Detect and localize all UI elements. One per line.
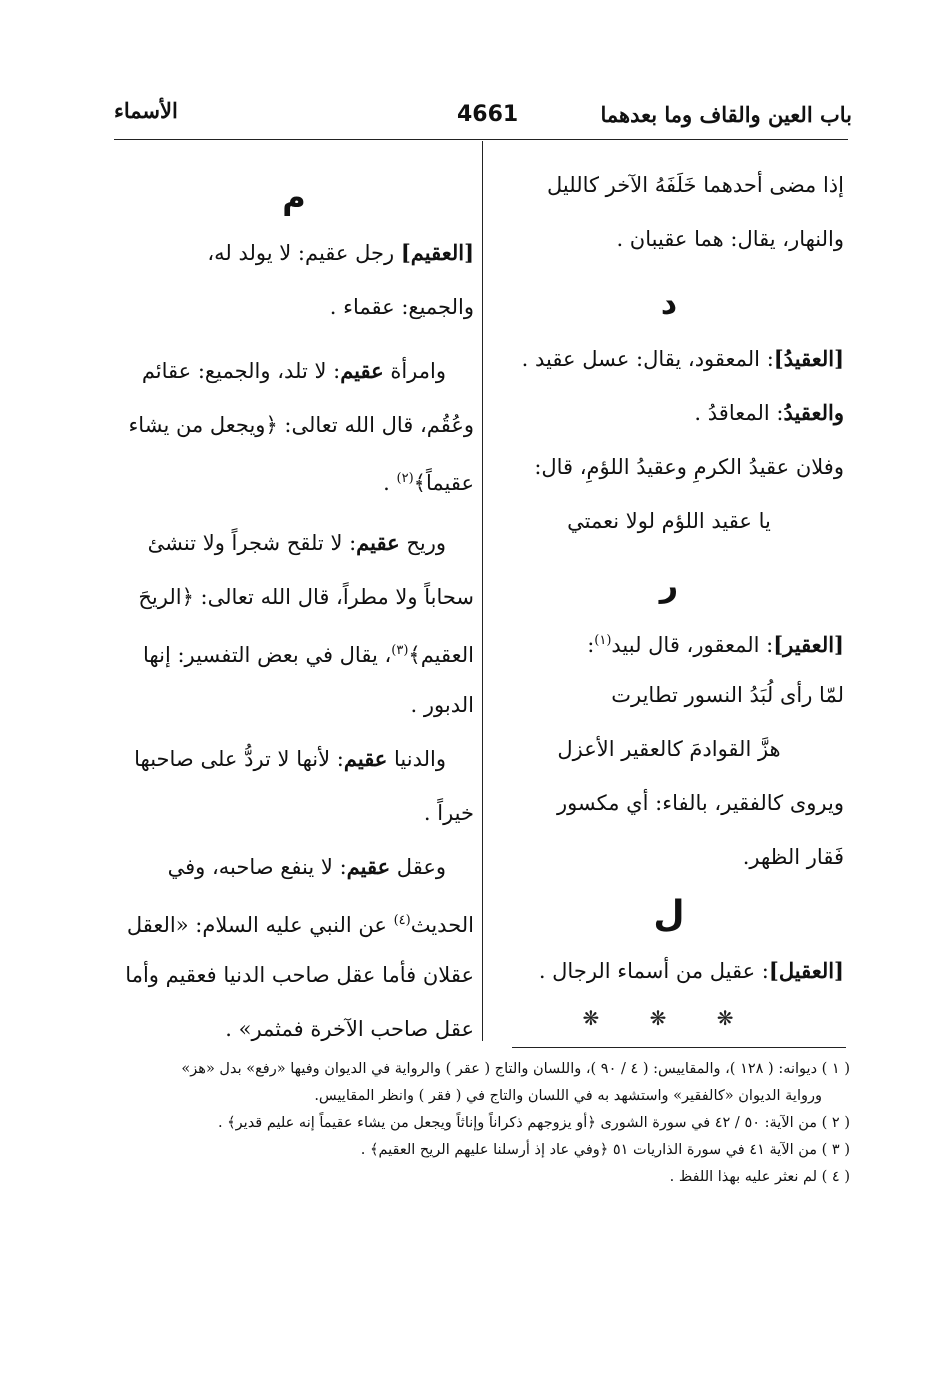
text-line: إذا مضى أحدهما خَلَفَهُ الآخر كالليل (547, 173, 844, 197)
right-column (494, 158, 844, 1038)
footnote-1: ( ١ ) ديوانه: ( ١٢٨ )، والمقاييس: ( ٤ / ٩٠ )، واللسان والتاج ( عقر ) والرواية في الديوان وفيها «رفع» بدل «هز» (181, 1061, 850, 1077)
section-letter-lam: ل (653, 894, 685, 935)
headword: [العقيدُ] (773, 346, 844, 371)
lead-text: وامرأة (383, 359, 446, 383)
running-header (112, 96, 852, 136)
text-line: وعُقُم، قال الله تعالى: ﴿ويجعل من يشاء (128, 413, 474, 437)
footnote-1-continued: ورواية الديوان «كالفقير» واستشهد به في اللسان والتاج في ( فقر ) وانظر المقاييس. (314, 1088, 822, 1104)
entry-line (114, 732, 474, 786)
headword: [العقير] (773, 632, 844, 657)
text-line: عقل صاحب الآخرة فمثمر» . (225, 1017, 474, 1041)
text-line: ويروى كالفقير، بالفاء: أي مكسور (556, 791, 844, 815)
footnote-ref: (١) (594, 633, 612, 648)
text-line: خيراً . (423, 801, 474, 825)
definition: : لا ينفع صاحبه، وفي (167, 855, 347, 879)
section-letter-ra: ر (659, 566, 679, 604)
text-line: الدبور . (410, 693, 474, 717)
definition: : عقيل من أسماء الرجال . (538, 959, 769, 983)
footnotes (112, 1056, 850, 1191)
entry-line (114, 226, 474, 280)
spacer (114, 334, 474, 344)
lead-text: وعقل (390, 855, 446, 879)
text: الحديث (410, 913, 474, 937)
entry-line (494, 944, 844, 998)
lead-text: والدنيا (387, 747, 446, 771)
entry-line (114, 344, 474, 398)
definition: : لا تلقح شجراً ولا تنشئ (147, 531, 357, 555)
definition: ، يقال في بعض التفسير: إنها (143, 643, 392, 667)
headword: والعقيدُ (783, 400, 844, 425)
entry-line (114, 516, 474, 570)
footnote-ref: (٤) (393, 913, 411, 928)
entry-line (494, 332, 844, 386)
headword: عقيم (340, 358, 384, 383)
end-ornament: ❋ ❋ ❋ (582, 1006, 756, 1030)
headword: عقيم (346, 854, 391, 879)
text-line: والجميع: عقماء . (329, 295, 474, 319)
text-line: سحاباً ولا مطراً، قال الله تعالى: ﴿الريحَ (138, 585, 474, 609)
section-letter-mim: م (282, 178, 306, 216)
page-number: 4661 (457, 102, 519, 127)
entry-line (114, 452, 474, 506)
footnote-3: ( ٣ ) من الآية ٤١ في سورة الذاريات ٥١ ﴿وفي عاد إذ أرسلنا عليهم الريح العقيم﴾ . (360, 1142, 850, 1158)
text: عن النبي عليه السلام: «العقل (126, 913, 394, 937)
definition: رجل عقيم: لا يولد له، (207, 241, 401, 265)
entry-line (114, 840, 474, 894)
headword: عقيم (356, 530, 400, 555)
lead-text: وريح (399, 531, 446, 555)
footnote-2: ( ٢ ) من الآية: ٥٠ / ٤٢ في سورة الشورى ﴿أو يزوجهم ذكراناً وإناثاً ويجعل من يشاء عقيماً إنه عليم قدير﴾ . (217, 1115, 850, 1131)
spacer (114, 506, 474, 516)
entry-line (114, 624, 474, 678)
left-column (114, 160, 474, 1056)
headword: [العقيم] (400, 240, 474, 265)
chapter-title: باب العين والقاف وما بعدهما (600, 102, 852, 127)
text-line: والنهار، يقال: هما عقيبان . (616, 227, 844, 251)
entry-line (494, 614, 844, 668)
verse-line: يا عقيد اللؤم لولا نعمتي (567, 509, 771, 533)
definition: : المعقود، يقال: عسل عقيد . (521, 347, 774, 371)
section-letter-dal: د (660, 284, 678, 322)
footnote-ref: (٢) (396, 471, 414, 486)
footnote-4: ( ٤ ) لم نعثر عليه بهذا اللفظ . (669, 1169, 850, 1185)
footnote-ref: (٣) (391, 643, 409, 658)
definition: : المعاقدُ . (694, 401, 784, 425)
verse-line: لمّا رأى لُبَدُ النسور تطايرت (611, 683, 844, 707)
quote-text: العقيم﴾ (408, 643, 474, 667)
punctuation: . (383, 471, 397, 495)
text-line: وفلان عقيدُ الكرمِ وعقيدُ اللؤمِ، قال: (534, 455, 844, 479)
quote-text: عقيماً﴾ (413, 471, 474, 495)
text-line: عقلان فأما عقل صاحب الدنيا فعقيم وأما (125, 963, 474, 987)
definition: : المعقور، قال لبيد (611, 633, 774, 657)
definition: : لأنها لا تردُّ على صاحبها (134, 747, 344, 771)
header-rule (114, 139, 848, 140)
entry-line (494, 386, 844, 440)
headword: [العقيل] (768, 958, 844, 983)
verse-line: هزَّ القوادمَ كالعقير الأعزل (557, 737, 781, 761)
footnote-rule (512, 1047, 846, 1048)
text-line: فَقار الظهر. (742, 845, 844, 869)
punctuation: : (587, 633, 595, 657)
definition: : لا تلد، والجميع: عقائم (141, 359, 341, 383)
headword: عقيم (343, 746, 388, 771)
entry-line (114, 894, 474, 948)
column-divider (482, 141, 483, 1041)
section-title: الأسماء (114, 98, 178, 123)
